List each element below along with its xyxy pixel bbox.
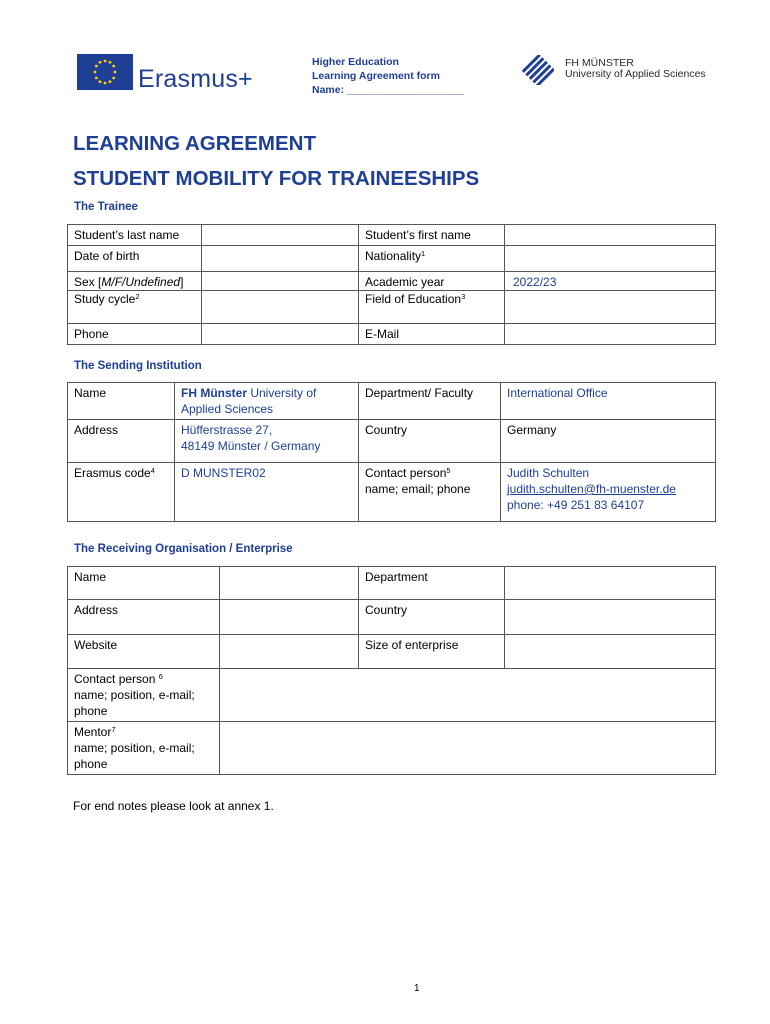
erasmus-logo-text: Erasmus+ [138,65,253,93]
academic-year-value[interactable]: 2022/23 [505,272,716,291]
university-subtitle: University of Applied Sciences [565,68,706,80]
nationality-footnote: 1 [421,249,426,258]
input-receiving-country[interactable] [505,600,716,635]
contact-sublabel: name; email; phone [365,482,471,496]
sex-close: ] [180,275,184,289]
label-sending-contact [359,463,501,522]
receiving-contact-sublabel: name; position, e-mail; phone [74,688,195,718]
label-nationality [359,246,505,272]
mentor-text: Mentor [74,725,112,739]
input-phone[interactable] [202,324,359,345]
input-email[interactable] [505,324,716,345]
erasmus-code-value[interactable]: D MUNSTER02 [175,463,359,522]
input-first-name[interactable] [505,225,716,246]
endnote-text: For end notes please look at annex 1. [73,799,274,813]
form-line-3: Name: ____________________ [312,84,464,96]
page-subtitle: STUDENT MOBILITY FOR TRAINEESHIPS [73,167,480,190]
label-sex [68,272,202,291]
label-sending-name: Name [68,383,175,420]
input-receiving-contact[interactable] [220,669,716,722]
erasmus-footnote: 4 [150,466,155,475]
input-receiving-department[interactable] [505,567,716,600]
label-department: Department/ Faculty [359,383,501,420]
section-heading-sending: The Sending Institution [74,360,202,372]
form-line-1: Higher Education [312,56,399,68]
input-website[interactable] [220,635,359,669]
contact-email-link[interactable]: judith.schulten@fh-muenster.de [507,482,676,496]
label-receiving-contact [68,669,220,722]
nationality-text: Nationality [365,249,422,263]
input-size[interactable] [505,635,716,669]
label-first-name: Student’s first name [359,225,505,246]
contact-phone: phone: +49 251 83 64107 [507,498,645,512]
input-receiving-name[interactable] [220,567,359,600]
label-size: Size of enterprise [359,635,505,669]
contact-text: Contact person [365,466,447,480]
form-header [312,55,464,97]
section-heading-trainee: The Trainee [74,201,138,213]
label-study-cycle [68,291,202,324]
sending-name-rest: University of Applied Sciences [181,386,317,416]
label-academic-year: Academic year [359,272,505,291]
sending-address-value[interactable] [175,420,359,463]
label-last-name: Student’s last name [68,225,202,246]
form-line-2: Learning Agreement form [312,70,440,82]
study-cycle-text: Study cycle [74,292,136,306]
label-mentor [68,722,220,775]
label-date-of-birth: Date of birth [68,246,202,272]
erasmus-code-text: Erasmus code [74,466,151,480]
contact-footnote: 5 [446,466,451,475]
mentor-footnote: 7 [111,725,116,734]
input-nationality[interactable] [505,246,716,272]
receiving-contact-footnote: 6 [158,672,163,681]
label-receiving-name: Name [68,567,220,600]
page-title: LEARNING AGREEMENT [73,132,316,155]
sending-institution-table [67,382,716,522]
trainee-table [67,224,716,345]
input-receiving-address[interactable] [220,600,359,635]
university-name: FH MÜNSTER [565,57,634,69]
sending-name-value[interactable] [175,383,359,420]
input-study-cycle[interactable] [202,291,359,324]
label-receiving-department: Department [359,567,505,600]
sending-contact-value [501,463,716,522]
input-field-of-education[interactable] [505,291,716,324]
fh-muenster-logo-icon [522,55,554,85]
label-field-of-education [359,291,505,324]
section-heading-receiving: The Receiving Organisation / Enterprise [74,543,293,555]
university-name-block [565,58,706,80]
label-erasmus-code [68,463,175,522]
field-text: Field of Education [365,292,462,306]
mentor-sublabel: name; position, e-mail; phone [74,741,195,771]
input-last-name[interactable] [202,225,359,246]
sending-name-bold: FH Münster [181,386,247,400]
label-phone: Phone [68,324,202,345]
label-email: E-Mail [359,324,505,345]
study-cycle-footnote: 2 [135,292,140,301]
receiving-organisation-table [67,566,716,775]
sending-country-value[interactable]: Germany [501,420,716,463]
input-date-of-birth[interactable] [202,246,359,272]
department-value[interactable]: International Office [501,383,716,420]
input-sex[interactable] [202,272,359,291]
sex-options: M/F/Undefined [101,275,181,289]
label-sending-address: Address [68,420,175,463]
label-receiving-country: Country [359,600,505,635]
address-line-2: 48149 Münster / Germany [181,439,321,453]
page-number: 1 [414,983,420,994]
label-sending-country: Country [359,420,501,463]
receiving-contact-text: Contact person [74,672,156,686]
eu-flag-icon [77,54,133,90]
label-receiving-address: Address [68,600,220,635]
address-line-1: Hüfferstrasse 27, [181,423,273,437]
sex-text: Sex [ [74,275,102,289]
field-footnote: 3 [461,292,466,301]
input-mentor[interactable] [220,722,716,775]
label-website: Website [68,635,220,669]
contact-name: Judith Schulten [507,466,590,480]
